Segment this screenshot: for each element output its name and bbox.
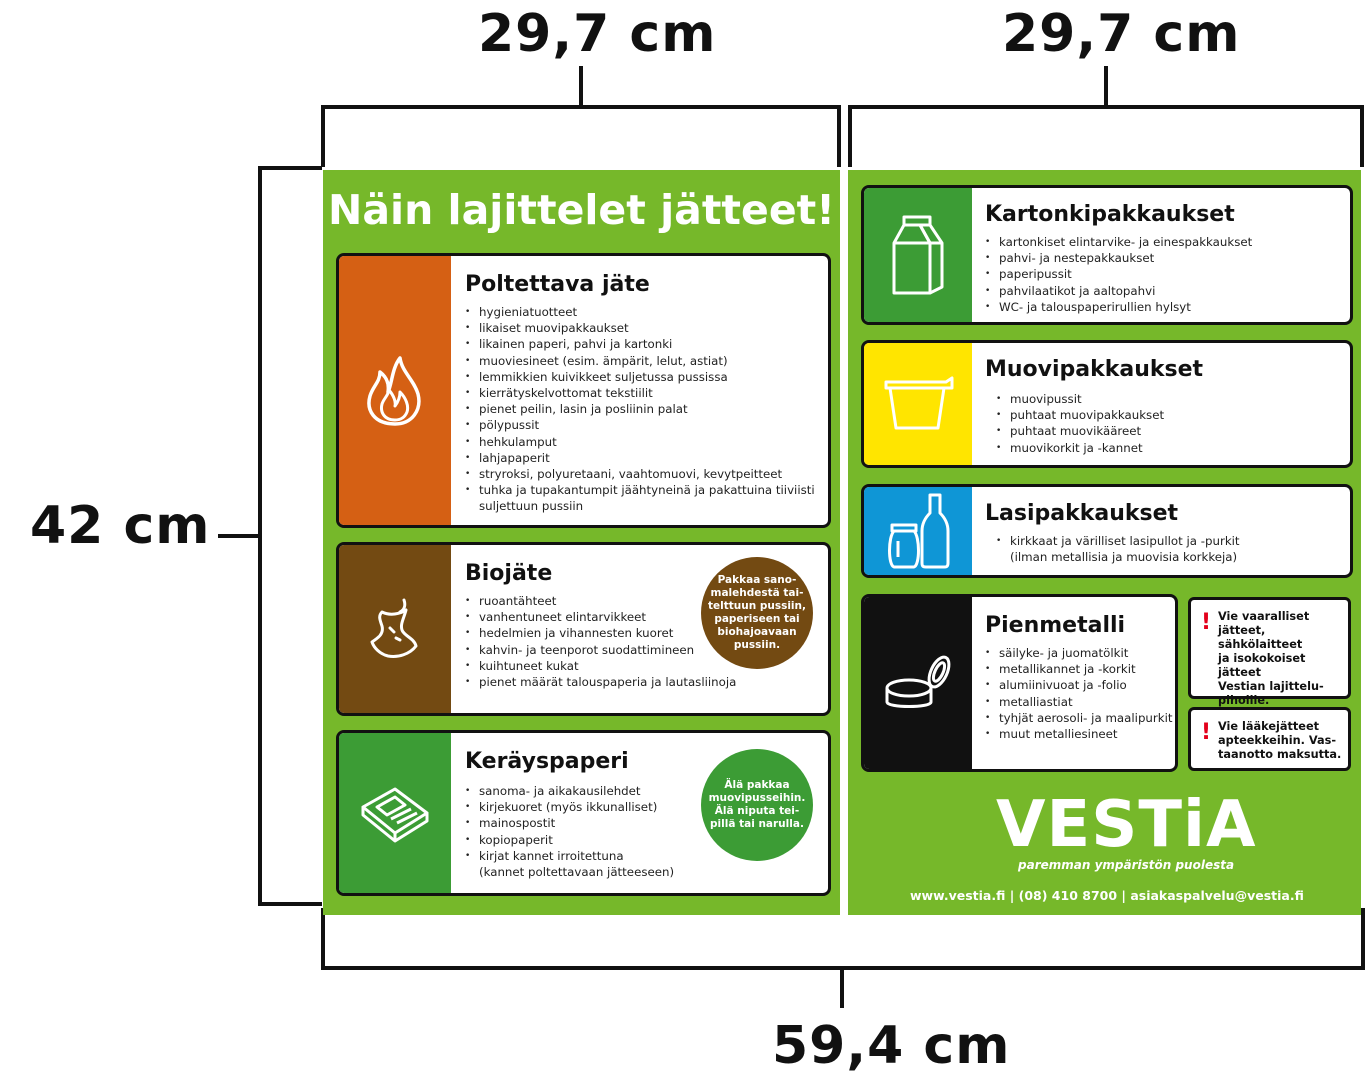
list-item: • likainen paperi, pahvi ja kartonki [465, 336, 815, 352]
list-item: • hygieniatuotteet [465, 304, 815, 320]
glass-list [996, 533, 1240, 565]
vestia-logo: VESTiA [996, 788, 1257, 862]
note-hazardous-text: Vie vaaralliset jätteet, sähkölaitteet ja isokokoiset jätteet Vestian lajittelu- pihoille. [1218, 610, 1324, 707]
bio-badge: Pakkaa sano- malehdestä tai- telttuun pussiin, paperiseen tai biohajoavaan pussiin. [701, 557, 813, 669]
list-item: • pölypussit [465, 417, 815, 433]
bracket-left-side-a [321, 105, 325, 167]
card-glass [861, 484, 1353, 578]
list-item: • stryroksi, polyuretaani, vaahtomuovi, kevytpeitteet [465, 466, 815, 482]
glass-icon-cell [864, 487, 972, 575]
vestia-tagline: paremman ympäristön puolesta [1018, 858, 1235, 872]
list-item: • muovikorkit ja -kannet [996, 440, 1164, 456]
list-item: • hehkulamput [465, 434, 815, 450]
bio-title: Biojäte [465, 561, 553, 586]
poster-right-panel [848, 170, 1361, 915]
carton-icon-cell [864, 188, 972, 322]
card-metal [861, 594, 1178, 772]
total-width-label: 59,4 cm [772, 1016, 1011, 1076]
bracket-bottom-side-a [321, 908, 325, 970]
list-item-continued: suljettuun pussiin [479, 499, 584, 514]
bracket-right-side-a [848, 105, 852, 167]
list-item: • kirjekuoret (myös ikkunalliset) [465, 799, 674, 815]
card-burnable [336, 253, 831, 528]
list-item: • kopiopaperit [465, 832, 674, 848]
list-item: • muut metalliesineet [985, 726, 1173, 742]
metal-title: Pienmetalli [985, 613, 1126, 638]
poster-left-panel [323, 170, 840, 915]
list-item: • WC- ja talouspaperirullien hylsyt [985, 299, 1252, 315]
contact-footer: www.vestia.fi | (08) 410 8700 | asiakaspalvelu@vestia.fi [910, 888, 1304, 903]
metal-list [985, 645, 1173, 742]
list-item: • likaiset muovipakkaukset [465, 320, 815, 336]
poster-title: Näin lajittelet jätteet! [328, 186, 835, 234]
bracket-right-tick [1104, 66, 1108, 106]
bio-icon-cell [339, 545, 451, 713]
bio-list [465, 593, 736, 690]
yogurt-cup-icon [882, 376, 954, 432]
bracket-height-tick [218, 534, 260, 538]
card-bio [336, 542, 831, 716]
paper-icon-cell [339, 733, 451, 893]
list-item-continued: (ilman metallisia ja muovisia korkkeja) [1010, 550, 1238, 565]
list-item: • pahvi- ja nestepakkaukset [985, 250, 1252, 266]
note-medicine-text: Vie lääkejätteet apteekkeihin. Vas- taanotto maksutta. [1218, 720, 1342, 761]
list-item: • pienet peilin, lasin ja posliinin palat [465, 401, 815, 417]
bracket-height-bottom [258, 902, 322, 906]
list-item: • lemmikkien kuivikkeet suljetussa pussissa [465, 369, 815, 385]
list-item: • puhtaat muovipakkaukset [996, 407, 1164, 423]
paper-badge: Älä pakkaa muovipusseihin. Älä niputa tei- pillä tai narulla. [701, 749, 813, 861]
burnable-list [465, 304, 815, 515]
list-item: • pienet määrät talouspaperia ja lautasliinoja [465, 674, 736, 690]
width-right-label: 29,7 cm [1002, 4, 1241, 64]
note-medicine [1188, 707, 1351, 771]
list-item: • alumiinivuoat ja -folio [985, 677, 1173, 693]
bracket-bottom-tick [840, 968, 844, 1008]
carton-list [985, 234, 1252, 315]
list-item: • kahvin- ja teenporot suodattimineen [465, 642, 736, 658]
list-item: • tyhjät aerosoli- ja maalipurkit [985, 710, 1173, 726]
apple-core-icon [360, 594, 430, 664]
glass-title: Lasipakkaukset [985, 501, 1179, 526]
burnable-icon-cell [339, 256, 451, 525]
exclamation-icon: ! [1201, 610, 1212, 635]
list-item: • metallikannet ja -korkit [985, 661, 1173, 677]
paper-list [465, 783, 674, 880]
card-carton [861, 185, 1353, 325]
bracket-left-tick [579, 66, 583, 106]
list-item: • mainospostit [465, 815, 674, 831]
list-item: • metalliastiat [985, 694, 1173, 710]
flame-icon [362, 354, 428, 428]
tin-can-icon [883, 650, 953, 716]
height-label: 42 cm [30, 496, 211, 556]
list-item: • ruoantähteet [465, 593, 736, 609]
carton-title: Kartonkipakkaukset [985, 202, 1235, 227]
bracket-right-side-b [1360, 105, 1364, 167]
list-item: • sanoma- ja aikakausilehdet [465, 783, 674, 799]
metal-icon-cell [864, 597, 972, 769]
list-item: • säilyke- ja juomatölkit [985, 645, 1173, 661]
milk-carton-icon [890, 213, 946, 297]
glass-jar-bottle-icon [886, 491, 950, 571]
list-item: • kirkkaat ja värilliset lasipullot ja -purkit [996, 533, 1240, 549]
note-hazardous [1188, 597, 1351, 707]
newspaper-icon [355, 783, 435, 843]
card-paper [336, 730, 831, 896]
bracket-bottom-side-b [1361, 908, 1365, 970]
bracket-height-top [258, 166, 322, 170]
list-item: • lahjapaperit [465, 450, 815, 466]
burnable-title: Poltettava jäte [465, 272, 650, 297]
list-item: • kirjat kannet irroitettuna [465, 848, 674, 864]
plastic-title: Muovipakkaukset [985, 357, 1204, 382]
list-item: • puhtaat muovikääreet [996, 423, 1164, 439]
list-item: • vanhentuneet elintarvikkeet [465, 609, 736, 625]
list-item: • muovipussit [996, 391, 1164, 407]
bracket-left-side-b [837, 105, 841, 167]
width-left-label: 29,7 cm [478, 4, 717, 64]
list-item: • kartonkiset elintarvike- ja einespakkaukset [985, 234, 1252, 250]
list-item: • hedelmien ja vihannesten kuoret [465, 625, 736, 641]
list-item: • tuhka ja tupakantumpit jäähtyneinä ja pakattuina tiiviisti [465, 482, 815, 498]
paper-title: Keräyspaperi [465, 749, 629, 774]
list-item: • pahvilaatikot ja aaltopahvi [985, 283, 1252, 299]
list-item: • kuihtuneet kukat [465, 658, 736, 674]
list-item: • paperipussit [985, 266, 1252, 282]
plastic-icon-cell [864, 343, 972, 465]
list-item: • kierrätyskelvottomat tekstiilit [465, 385, 815, 401]
card-plastic [861, 340, 1353, 468]
list-item: • muoviesineet (esim. ämpärit, lelut, astiat) [465, 353, 815, 369]
list-item-continued: (kannet poltettavaan jätteeseen) [479, 865, 675, 880]
exclamation-icon: ! [1201, 720, 1212, 745]
plastic-list [996, 391, 1164, 456]
